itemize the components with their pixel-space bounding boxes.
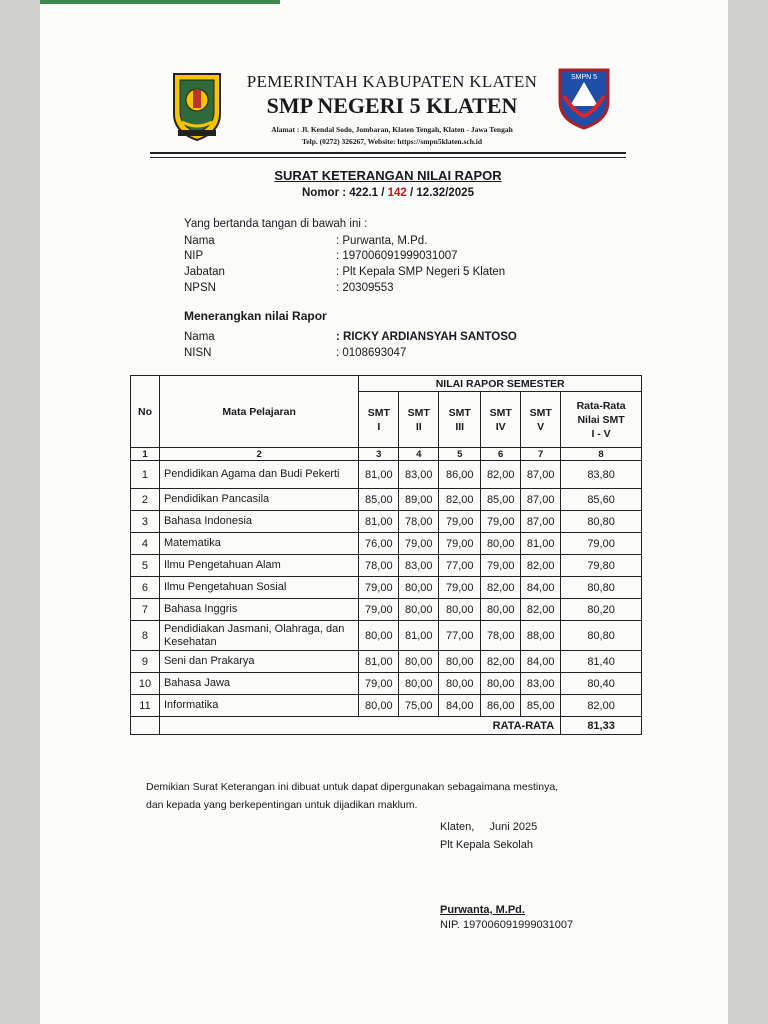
row-smt-1: 80,00	[359, 695, 399, 717]
row-number: 9	[131, 651, 160, 673]
row-smt-2: 80,00	[399, 651, 439, 673]
document-title: SURAT KETERANGAN NILAI RAPOR	[274, 168, 502, 183]
row-smt-4: 85,00	[481, 489, 521, 511]
row-subject: Seni dan Prakarya	[159, 651, 358, 673]
header-smt-3: SMT III	[439, 392, 481, 448]
row-smt-3: 80,00	[439, 599, 481, 621]
row-number: 2	[131, 489, 160, 511]
column-number-row: 1 2 3 4 5 6 7 8	[131, 448, 642, 461]
row-smt-4: 79,00	[481, 555, 521, 577]
grades-table	[130, 375, 642, 735]
closing-statement: Demikian Surat Keterangan ini dibuat untuk dapat dipergunakan sebagaimana mestinya, dan kepada yang berkepentingan untuk dijadikan maklum.	[146, 781, 559, 811]
row-smt-1: 78,00	[359, 555, 399, 577]
table-row	[131, 599, 642, 621]
row-smt-5: 88,00	[521, 621, 561, 651]
row-smt-3: 79,00	[439, 577, 481, 599]
row-smt-2: 78,00	[399, 511, 439, 533]
row-number: 5	[131, 555, 160, 577]
row-number: 11	[131, 695, 160, 717]
row-subject: Ilmu Pengetahuan Alam	[159, 555, 358, 577]
row-smt-5: 82,00	[521, 599, 561, 621]
row-smt-3: 79,00	[439, 533, 481, 555]
row-smt-1: 76,00	[359, 533, 399, 555]
row-number: 6	[131, 577, 160, 599]
row-average: 83,80	[561, 461, 642, 489]
row-smt-4: 82,00	[481, 461, 521, 489]
row-number: 7	[131, 599, 160, 621]
header-smt-2: SMT II	[399, 392, 439, 448]
row-smt-3: 82,00	[439, 489, 481, 511]
table-row	[131, 555, 642, 577]
row-smt-5: 83,00	[521, 673, 561, 695]
row-smt-3: 80,00	[439, 673, 481, 695]
letterhead-rule	[150, 152, 626, 158]
row-number: 3	[131, 511, 160, 533]
row-smt-1: 80,00	[359, 621, 399, 651]
address-line: Alamat : Jl. Kendal Sodo, Jombaran, Klaten Tengah, Klaten - Jawa Tengah	[271, 125, 513, 134]
header-semester-group: NILAI RAPOR SEMESTER	[359, 376, 642, 392]
signature-name: Purwanta, M.Pd.	[440, 904, 525, 916]
row-number: 10	[131, 673, 160, 695]
school-address	[232, 124, 552, 148]
header-subject: Mata Pelajaran	[159, 376, 358, 448]
header-smt-1: SMT I	[359, 392, 399, 448]
row-subject: Pendidiakan Jasmani, Olahraga, dan Kesehatan	[159, 621, 358, 651]
contact-line: Telp. (0272) 326267, Website: https://smpn5klaten.sch.id	[301, 137, 483, 146]
row-smt-5: 87,00	[521, 461, 561, 489]
table-row	[131, 577, 642, 599]
row-smt-4: 80,00	[481, 673, 521, 695]
document-number: Nomor : 422.1 / 142 / 12.32/2025	[302, 187, 474, 199]
row-smt-5: 84,00	[521, 651, 561, 673]
row-smt-2: 80,00	[399, 673, 439, 695]
row-smt-5: 85,00	[521, 695, 561, 717]
school-name: SMP NEGERI 5 KLATEN	[266, 93, 518, 118]
row-average: 81,40	[561, 651, 642, 673]
row-smt-5: 87,00	[521, 511, 561, 533]
row-subject: Bahasa Inggris	[159, 599, 358, 621]
row-smt-1: 81,00	[359, 651, 399, 673]
row-subject: Bahasa Jawa	[159, 673, 358, 695]
student-section-heading: Menerangkan nilai Rapor	[184, 309, 327, 323]
row-average: 80,80	[561, 577, 642, 599]
row-smt-4: 78,00	[481, 621, 521, 651]
table-row	[131, 533, 642, 555]
row-subject: Bahasa Indonesia	[159, 511, 358, 533]
row-smt-5: 82,00	[521, 555, 561, 577]
header-smt-4: SMT IV	[481, 392, 521, 448]
row-smt-4: 80,00	[481, 533, 521, 555]
row-smt-3: 80,00	[439, 651, 481, 673]
table-row	[131, 461, 642, 489]
row-smt-1: 79,00	[359, 673, 399, 695]
row-number: 8	[131, 621, 160, 651]
row-smt-1: 81,00	[359, 511, 399, 533]
row-smt-5: 81,00	[521, 533, 561, 555]
row-smt-4: 80,00	[481, 599, 521, 621]
row-smt-2: 83,00	[399, 461, 439, 489]
row-subject: Ilmu Pengetahuan Sosial	[159, 577, 358, 599]
row-smt-1: 79,00	[359, 577, 399, 599]
row-average: 82,00	[561, 695, 642, 717]
row-average: 79,80	[561, 555, 642, 577]
row-average: 80,20	[561, 599, 642, 621]
school-logo-icon	[556, 66, 612, 130]
header-smt-5: SMT V	[521, 392, 561, 448]
table-row	[131, 621, 642, 651]
row-smt-1: 85,00	[359, 489, 399, 511]
row-smt-3: 84,00	[439, 695, 481, 717]
table-row	[131, 695, 642, 717]
green-edge	[40, 0, 280, 4]
header-no: No	[131, 376, 160, 448]
row-number: 4	[131, 533, 160, 555]
signatory-intro: Yang bertanda tangan di bawah ini :	[184, 218, 368, 230]
row-subject: Informatika	[159, 695, 358, 717]
row-smt-2: 75,00	[399, 695, 439, 717]
row-smt-4: 79,00	[481, 511, 521, 533]
row-average: 85,60	[561, 489, 642, 511]
average-value: 81,33	[561, 717, 642, 735]
row-smt-2: 81,00	[399, 621, 439, 651]
row-smt-2: 80,00	[399, 599, 439, 621]
row-smt-3: 77,00	[439, 555, 481, 577]
school-logo-text: SMPN 5	[570, 74, 598, 81]
row-smt-5: 87,00	[521, 489, 561, 511]
row-average: 79,00	[561, 533, 642, 555]
row-smt-4: 86,00	[481, 695, 521, 717]
row-subject: Matematika	[159, 533, 358, 555]
row-smt-3: 77,00	[439, 621, 481, 651]
government-name: PEMERINTAH KABUPATEN KLATEN	[246, 72, 538, 91]
grade-rows	[131, 461, 642, 717]
table-row	[131, 489, 642, 511]
row-smt-4: 82,00	[481, 577, 521, 599]
klaten-emblem-icon	[168, 70, 226, 142]
signature-nip: NIP. 197006091999031007	[440, 919, 574, 931]
row-subject: Pendidikan Agama dan Budi Pekerti	[159, 461, 358, 489]
table-row	[131, 651, 642, 673]
row-smt-3: 86,00	[439, 461, 481, 489]
row-smt-3: 79,00	[439, 511, 481, 533]
row-number: 1	[131, 461, 160, 489]
average-label: RATA-RATA	[159, 717, 560, 735]
row-average: 80,80	[561, 511, 642, 533]
row-smt-1: 81,00	[359, 461, 399, 489]
table-row	[131, 511, 642, 533]
row-smt-1: 79,00	[359, 599, 399, 621]
row-average: 80,80	[561, 621, 642, 651]
row-smt-2: 79,00	[399, 533, 439, 555]
row-smt-5: 84,00	[521, 577, 561, 599]
signature-place-date: Klaten, Juni 2025 Plt Kepala Sekolah	[440, 821, 538, 851]
row-smt-2: 83,00	[399, 555, 439, 577]
table-row	[131, 673, 642, 695]
header-average: Rata-Rata Nilai SMT I - V	[561, 392, 642, 448]
row-smt-2: 80,00	[399, 577, 439, 599]
row-smt-2: 89,00	[399, 489, 439, 511]
row-smt-4: 82,00	[481, 651, 521, 673]
row-subject: Pendidikan Pancasila	[159, 489, 358, 511]
row-average: 80,40	[561, 673, 642, 695]
average-row	[131, 717, 642, 735]
